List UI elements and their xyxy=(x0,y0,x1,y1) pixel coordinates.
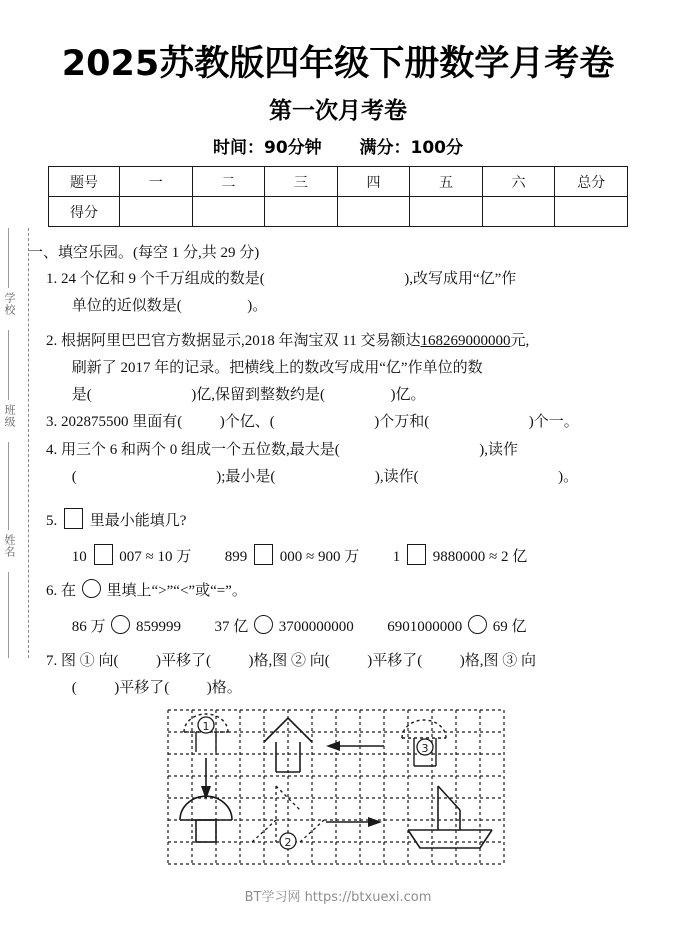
seal-rule-mid xyxy=(8,330,9,400)
q5-expr1-a: 10 xyxy=(71,549,87,565)
page-subtitle: 第一次月考卷 xyxy=(269,98,407,124)
q2-text-f: )亿。 xyxy=(390,387,426,403)
score-table-col-3: 三 xyxy=(265,167,338,197)
marker-2-icon xyxy=(280,833,296,849)
footer-watermark: BT学习网 https://btxuexi.com xyxy=(244,890,432,905)
seal-line xyxy=(14,228,29,658)
q6-circle-2[interactable] xyxy=(254,615,273,634)
score-row-label: 得分 xyxy=(49,197,120,227)
q4-text-b: ),读作 xyxy=(479,442,518,458)
score-table-col-total: 总分 xyxy=(555,167,628,197)
q6-circle-1[interactable] xyxy=(111,615,130,634)
q4-text-f: )。 xyxy=(558,469,579,485)
score-cell-6[interactable] xyxy=(482,197,555,227)
question-2 xyxy=(46,328,658,409)
q5-expr3-b: 9880000 ≈ 2 亿 xyxy=(432,549,528,565)
score-cell-1[interactable] xyxy=(120,197,193,227)
q6-cmp3-b: 69 亿 xyxy=(492,619,527,635)
question-1-line-2 xyxy=(46,293,658,320)
question-1-line-1 xyxy=(46,266,658,293)
right-arrow-bottom-icon xyxy=(326,817,382,827)
question-4-line-1 xyxy=(46,437,658,464)
question-7-line-2 xyxy=(46,675,658,702)
q6-cmp2-b: 3700000000 xyxy=(278,619,354,635)
q2-text-b: 元, xyxy=(510,333,530,349)
score-cell-5[interactable] xyxy=(410,197,483,227)
question-7-line-1 xyxy=(46,648,658,675)
q7-text-a: 7. 图 ① 向( xyxy=(46,653,119,669)
q7-text-g: )平移了( xyxy=(114,680,170,696)
q6-number: 6. 在 xyxy=(46,583,77,599)
q7-text-b: )平移了( xyxy=(156,653,211,669)
seal-label-school: 学校 xyxy=(3,292,16,316)
q2-text-e: )亿,保留到整数约是( xyxy=(191,387,325,403)
q6-cmp2-a: 37 亿 xyxy=(214,619,249,635)
score-cell-2[interactable] xyxy=(192,197,265,227)
question-3-line-1 xyxy=(46,409,658,436)
seal-rule-bottom xyxy=(8,572,9,658)
q5-number: 5. xyxy=(46,513,58,529)
q3-text-c: )个万和( xyxy=(374,414,430,430)
q7-text-f: ( xyxy=(71,680,77,696)
score-table-col-2: 二 xyxy=(192,167,265,197)
q7-text-d: )平移了( xyxy=(367,653,423,669)
left-arrow-top-icon xyxy=(326,741,384,751)
q6-cmp3-a: 6901000000 xyxy=(387,619,463,635)
q1-text-c: 单位的近似数是( xyxy=(71,298,182,314)
table-row-header xyxy=(49,167,628,197)
question-6 xyxy=(46,578,658,641)
question-7 xyxy=(46,648,658,702)
q1-text-d: )。 xyxy=(247,298,268,314)
svg-text:2: 2 xyxy=(284,836,292,849)
question-5 xyxy=(46,508,658,571)
score-cell-total[interactable] xyxy=(555,197,628,227)
down-arrow-left-icon xyxy=(201,758,211,800)
score-table xyxy=(48,166,628,227)
q2-underlined-number: 168269000000 xyxy=(420,333,511,349)
q5-prompt-box[interactable] xyxy=(64,508,83,529)
page-title: 2025苏教版四年级下册数学月考卷 xyxy=(61,44,615,84)
q6-prompt-circle[interactable] xyxy=(82,579,101,598)
score-table-row-label: 题号 xyxy=(49,167,120,197)
score-cell-3[interactable] xyxy=(265,197,338,227)
question-5-prompt xyxy=(46,508,658,535)
section-one-heading: 一、填空乐园。(每空 1 分,共 29 分) xyxy=(28,245,260,261)
q6-circle-3[interactable] xyxy=(468,615,487,634)
q4-text-a: 4. 用三个 6 和两个 0 组成一个五位数,最大是( xyxy=(46,442,340,458)
question-4 xyxy=(46,437,658,491)
marker-1-icon xyxy=(198,717,214,733)
q1-text-a: 1. 24 个亿和 9 个千万组成的数是( xyxy=(46,271,265,287)
svg-text:3: 3 xyxy=(421,742,429,755)
q3-text-b: )个亿、( xyxy=(219,414,275,430)
q1-text-b: ),改写成用“亿”作 xyxy=(404,271,517,287)
question-2-line-2 xyxy=(46,355,658,382)
seal-label-class: 班级 xyxy=(3,404,16,428)
score-cell-4[interactable] xyxy=(337,197,410,227)
q6-prompt-text: 里填上“>”“<”或“=”。 xyxy=(106,583,247,599)
time-limit-label: 时间：90分钟 xyxy=(212,138,322,158)
q7-text-e: )格,图 ③ 向 xyxy=(459,653,536,669)
q5-expr1-b: 007 ≈ 10 万 xyxy=(119,549,192,565)
solid-arrow-up-middle xyxy=(264,718,312,772)
total-score-label: 满分：100分 xyxy=(359,138,463,158)
question-4-line-2 xyxy=(46,464,658,491)
solid-mushroom-bottom-left xyxy=(180,796,232,842)
q2-text-d: 是( xyxy=(71,387,92,403)
q4-text-e: ),读作( xyxy=(374,469,419,485)
q7-text-h: )格。 xyxy=(206,680,242,696)
seal-rule-top xyxy=(8,228,9,288)
q6-cmp1-a: 86 万 xyxy=(71,619,106,635)
score-table-col-1: 一 xyxy=(120,167,193,197)
q4-text-d: );最小是( xyxy=(216,469,276,485)
score-table-col-6: 六 xyxy=(482,167,555,197)
seal-label-name: 姓名 xyxy=(3,534,16,558)
q2-text-a: 2. 根据阿里巴巴官方数据显示,2018 年淘宝双 11 交易额达 xyxy=(46,333,421,349)
table-row-score xyxy=(49,197,628,227)
q4-text-c: ( xyxy=(71,469,77,485)
exam-meta xyxy=(0,133,676,158)
q5-expr3-a: 1 xyxy=(392,549,401,565)
question-1 xyxy=(46,266,658,320)
seal-rule-low xyxy=(8,442,9,530)
question-2-line-1 xyxy=(46,328,658,355)
question-5-expressions xyxy=(46,544,658,571)
q5-prompt-text: 里最小能填几? xyxy=(89,513,187,529)
q2-text-c: 刷新了 2017 年的记录。把横线上的数改写成用“亿”作单位的数 xyxy=(71,360,483,376)
svg-text:1: 1 xyxy=(202,720,210,733)
question-3 xyxy=(46,409,658,436)
marker-3-icon xyxy=(417,739,433,755)
q5-box-1[interactable] xyxy=(94,544,113,565)
question-6-comparisons xyxy=(46,614,658,641)
q3-text-a: 3. 202875500 里面有( xyxy=(46,414,183,430)
q5-box-3[interactable] xyxy=(407,544,426,565)
score-table-col-5: 五 xyxy=(410,167,483,197)
score-table-col-4: 四 xyxy=(337,167,410,197)
q5-expr2-b: 000 ≈ 900 万 xyxy=(279,549,360,565)
question-6-prompt xyxy=(46,578,658,605)
q3-text-d: )个一。 xyxy=(528,414,579,430)
translation-grid-figure xyxy=(166,708,514,868)
q6-cmp1-b: 859999 xyxy=(136,619,182,635)
question-2-line-3 xyxy=(46,382,658,409)
q5-expr2-a: 899 xyxy=(224,549,248,565)
grid-lines xyxy=(168,710,504,864)
q7-text-c: )格,图 ② 向( xyxy=(248,653,330,669)
q5-box-2[interactable] xyxy=(254,544,273,565)
